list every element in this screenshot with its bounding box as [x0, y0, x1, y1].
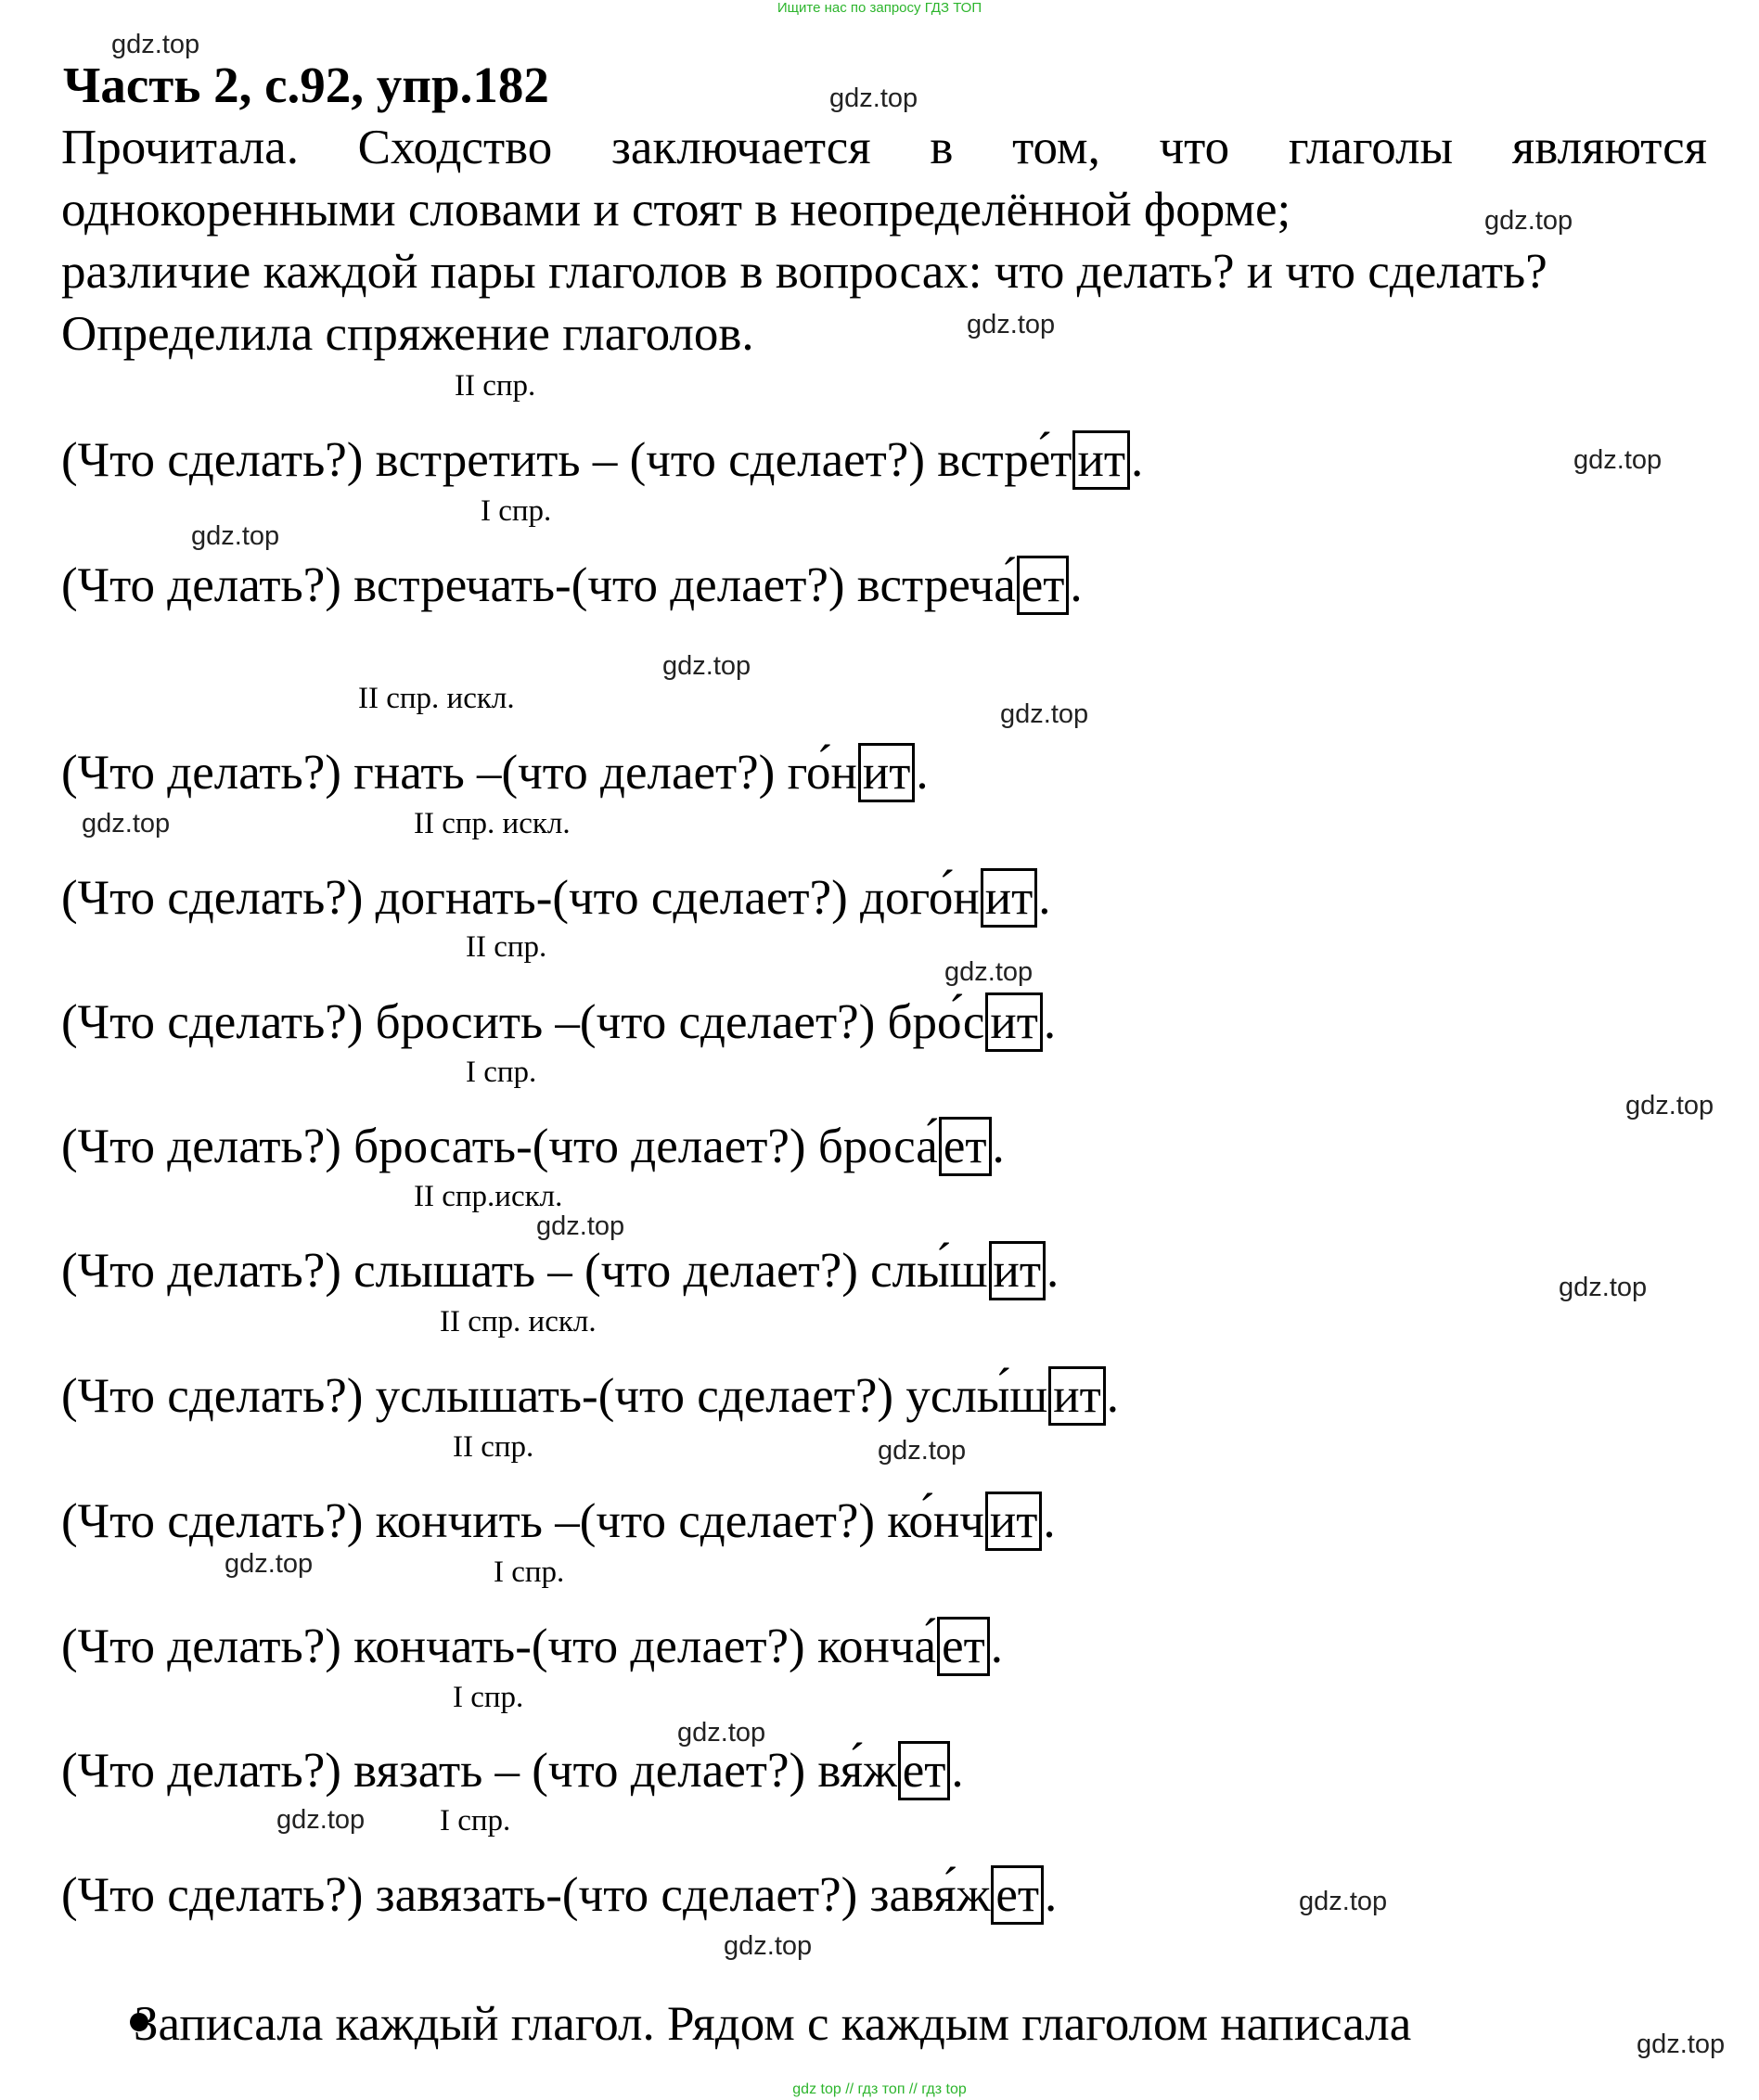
intro-line-2: однокоренными словами и стоят в неопределённой форме;	[61, 183, 1291, 237]
verb-row-text: (Что сделать?) встретить – (что сделает?) встре́т	[61, 433, 1072, 487]
bottom-banner: gdz top // гдз топ // гдз top	[792, 2081, 967, 2097]
row-period: .	[1038, 871, 1051, 925]
verb-row-text: (Что делать?) вязать – (что делает?) вя́ж	[61, 1744, 897, 1798]
top-banner: Ищите нас по запросу ГДЗ ТОП	[777, 0, 982, 16]
conjugation-label: I спр.	[440, 1804, 511, 1838]
verb-row	[61, 745, 929, 800]
verb-row-text: (Что сделать?) бросить –(что сделает?) бро́с	[61, 995, 985, 1049]
verb-ending-box: ит	[985, 992, 1043, 1052]
conjugation-label: I спр.	[466, 1056, 537, 1089]
verb-row	[61, 1368, 1119, 1424]
watermark: gdz.top	[82, 809, 171, 839]
watermark: gdz.top	[191, 521, 280, 551]
page-title: Часть 2, с.92, упр.182	[63, 57, 549, 113]
row-period: .	[992, 1120, 1005, 1173]
conjugation-label: II спр.	[466, 930, 547, 964]
intro-line-3: различие каждой пары глаголов в вопросах: что делать? и что сделать?	[61, 245, 1547, 299]
verb-ending-box: ит	[1072, 430, 1130, 490]
row-period: .	[1046, 1244, 1059, 1298]
watermark: gdz.top	[829, 83, 918, 113]
watermark: gdz.top	[536, 1211, 625, 1241]
verb-ending-box: ит	[858, 743, 916, 802]
row-period: .	[1045, 1868, 1058, 1922]
verb-row-text: (Что делать?) бросать-(что делает?) броса́	[61, 1120, 938, 1173]
verb-row	[61, 1867, 1057, 1923]
verb-ending-box: ет	[937, 1617, 990, 1676]
verb-ending-box: ет	[1017, 556, 1070, 615]
watermark: gdz.top	[1625, 1091, 1714, 1120]
conjugation-label: I спр.	[453, 1681, 524, 1714]
verb-row	[61, 870, 1051, 926]
watermark: gdz.top	[111, 30, 200, 59]
row-period: .	[1043, 995, 1057, 1049]
watermark: gdz.top	[1484, 206, 1573, 236]
watermark: gdz.top	[1299, 1887, 1388, 1916]
watermark: gdz.top	[1637, 2030, 1726, 2059]
watermark: gdz.top	[276, 1805, 366, 1835]
verb-ending-box: ит	[981, 868, 1038, 928]
watermark: gdz.top	[225, 1549, 314, 1579]
verb-row	[61, 432, 1143, 488]
conjugation-label: II спр. искл.	[440, 1305, 597, 1338]
verb-row-text: (Что сделать?) кончить –(что сделает?) ко́нч	[61, 1494, 984, 1548]
verb-row-text: (Что делать?) гнать –(что делает?) го́н	[61, 746, 857, 800]
verb-row-text: (Что делать?) кончать-(что делает?) конча́	[61, 1620, 937, 1673]
watermark: gdz.top	[662, 651, 751, 681]
watermark: gdz.top	[1559, 1273, 1648, 1302]
conjugation-label: II спр.искл.	[414, 1180, 563, 1213]
watermark: gdz.top	[724, 1931, 813, 1961]
row-period: .	[1070, 558, 1083, 612]
watermark: gdz.top	[944, 957, 1034, 987]
bullet-text: Записала каждый глагол. Рядом с каждым глаголом написала	[134, 1997, 1412, 2051]
verb-row-text: (Что сделать?) догнать-(что сделает?) дого́н	[61, 871, 980, 925]
conjugation-label: I спр.	[481, 494, 552, 528]
verb-row	[61, 1743, 964, 1799]
verb-row	[61, 1619, 1003, 1674]
verb-row-text: (Что делать?) слышать – (что делает?) слы́ш	[61, 1244, 988, 1298]
verb-ending-box: ет	[939, 1117, 992, 1176]
intro-line-1: Прочитала. Сходство заключается в том, что глаголы являются	[61, 121, 1707, 174]
verb-row-text: (Что делать?) встречать-(что делает?) встреча́	[61, 558, 1016, 612]
verb-row-text: (Что сделать?) завязать-(что сделает?) завя́ж	[61, 1868, 991, 1922]
verb-row-text: (Что сделать?) услышать-(что сделает?) услы́ш	[61, 1369, 1048, 1423]
verb-ending-box: ит	[989, 1241, 1046, 1300]
conjugation-label: II спр.	[455, 369, 536, 403]
verb-row	[61, 1493, 1056, 1549]
intro-line-4: Определила спряжение глаголов.	[61, 307, 754, 361]
conjugation-label: I спр.	[494, 1556, 565, 1589]
row-period: .	[1106, 1369, 1119, 1423]
row-period: .	[916, 746, 929, 800]
watermark: gdz.top	[677, 1718, 766, 1748]
verb-ending-box: ит	[1048, 1366, 1106, 1426]
verb-row	[61, 1243, 1059, 1299]
conjugation-label: II спр. искл.	[414, 807, 571, 840]
intro-paragraph	[61, 117, 1707, 365]
row-period: .	[990, 1620, 1003, 1673]
watermark: gdz.top	[967, 310, 1056, 339]
verb-ending-box: ет	[898, 1741, 951, 1800]
verb-ending-box: ит	[985, 1492, 1043, 1551]
verb-ending-box: ет	[991, 1865, 1044, 1925]
verb-row	[61, 1119, 1005, 1174]
conjugation-label: II спр. искл.	[358, 682, 515, 715]
verb-row	[61, 994, 1056, 1050]
watermark: gdz.top	[878, 1436, 967, 1466]
row-period: .	[951, 1744, 964, 1798]
watermark: gdz.top	[1573, 445, 1663, 475]
conjugation-label: II спр.	[453, 1430, 534, 1464]
row-period: .	[1130, 433, 1144, 487]
watermark: gdz.top	[1000, 699, 1089, 729]
row-period: .	[1043, 1494, 1056, 1548]
verb-row	[61, 557, 1083, 613]
